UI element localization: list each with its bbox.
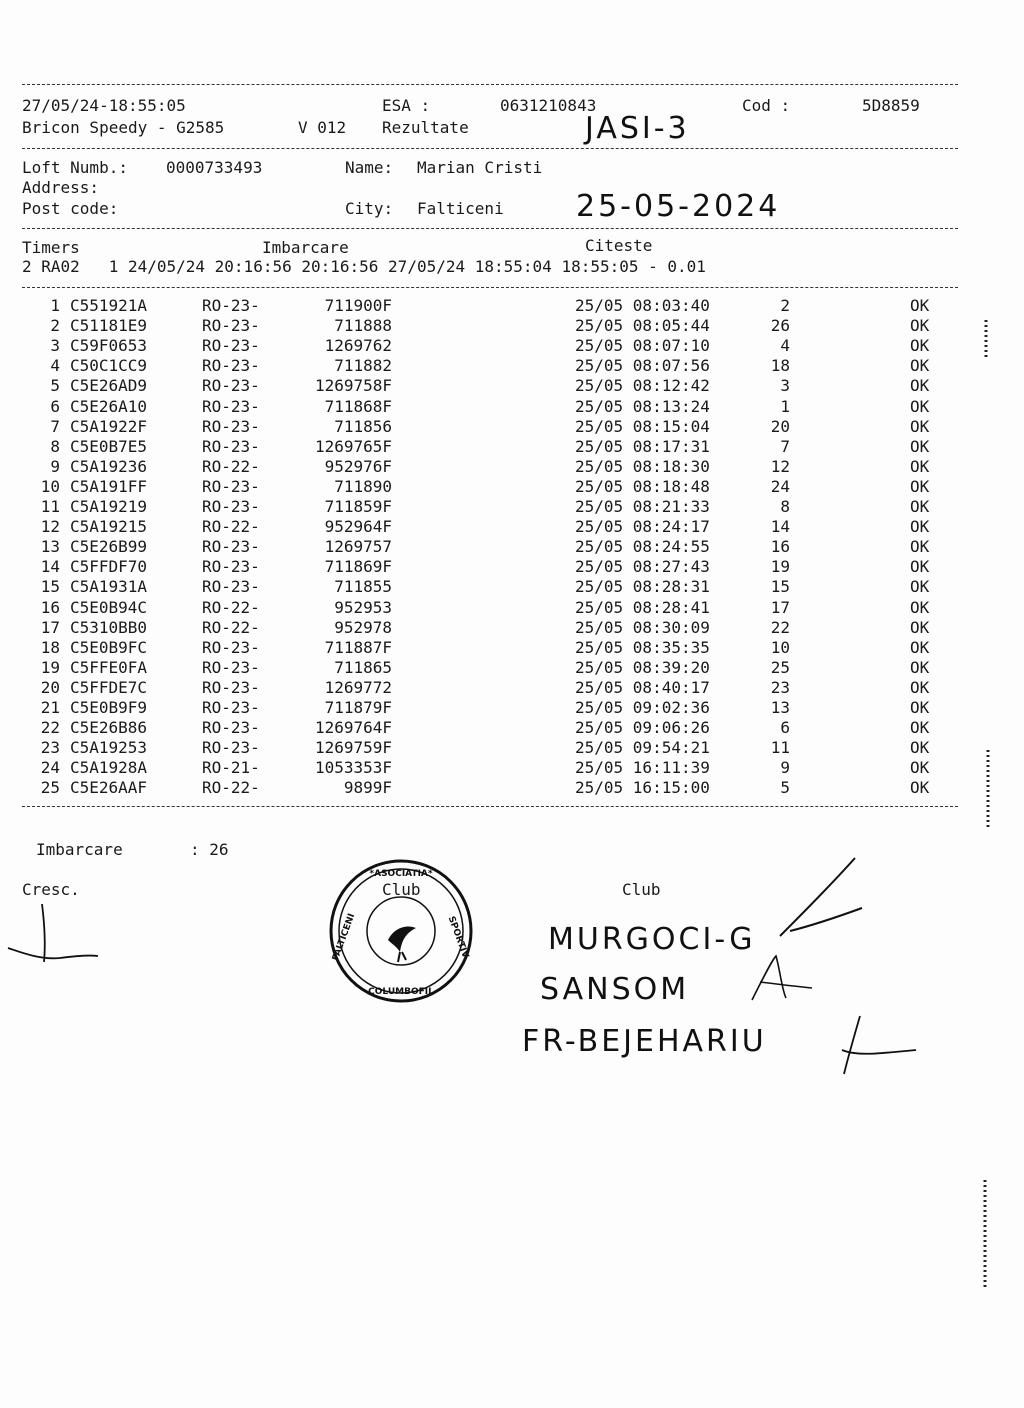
address-label: Address: [22,178,100,197]
device-version: V 012 [298,118,347,137]
table-row [0,678,1024,698]
row-index: 25 [40,778,60,798]
divider-timers [22,287,958,288]
club-signature-3 [836,1010,926,1080]
row-status: OK [910,677,930,697]
row-status: OK [910,517,930,537]
row-number: 18 [770,356,790,376]
table-row [0,698,1024,718]
divider-results [22,806,958,807]
row-ro: RO-23- [202,677,260,697]
table-row [0,417,1024,437]
row-status: OK [910,718,930,738]
loft-number-label: Loft Numb.: [22,158,128,177]
row-number: 14 [770,517,790,537]
row-status: OK [910,657,930,677]
svg-text:*ASOCIATIA*: *ASOCIATIA* [369,869,433,879]
row-id: C5FFDF70 [70,557,148,577]
divider-header [22,148,958,149]
handwritten-race: JASI-3 [585,111,690,146]
row-number: 9 [780,758,790,778]
row-time: 25/05 16:15:00 [575,778,710,798]
row-index: 2 [50,316,60,336]
row-time: 25/05 08:39:20 [575,657,710,677]
row-status: OK [910,698,930,717]
row-time: 25/05 08:28:31 [575,577,710,597]
row-time: 25/05 08:24:55 [575,537,710,557]
row-ro: RO-23- [202,537,260,557]
table-row [0,477,1024,497]
row-index: 16 [40,597,60,617]
row-ro: RO-23- [202,497,260,516]
table-row [0,718,1024,738]
table-row [0,618,1024,638]
row-index: 6 [50,396,60,416]
scan-marks [970,300,1000,1300]
row-ring: 952976F [324,456,392,476]
row-ro: RO-23- [202,738,260,758]
row-id: C51181E9 [70,316,148,336]
row-ring: 1269757 [324,537,392,557]
row-ring: 9899F [343,778,392,798]
row-id: C5FFDE7C [70,677,148,697]
table-row [0,376,1024,396]
row-number: 12 [770,456,790,476]
city-value: Falticeni [417,199,504,218]
row-status: OK [910,537,930,557]
row-number: 17 [770,597,790,617]
row-id: C5E26A10 [70,396,148,416]
row-status: OK [910,316,930,336]
row-ring: 711868F [324,396,392,416]
table-row [0,336,1024,356]
loft-name: Marian Cristi [417,158,543,177]
page-title: Rezultate [382,118,469,137]
club-label-stamp: Club [382,880,421,899]
row-ro: RO-23- [202,657,260,677]
row-ro: RO-23- [202,436,260,456]
row-ring: 711879F [324,698,392,717]
row-number: 1 [780,396,790,416]
city-label: City: [345,199,394,218]
row-number: 4 [780,336,790,356]
row-ro: RO-23- [202,476,260,496]
row-number: 15 [770,577,790,597]
row-time: 25/05 08:07:10 [575,336,710,356]
row-time: 25/05 08:21:33 [575,497,710,516]
table-row [0,397,1024,417]
row-status: OK [910,376,930,396]
row-index: 5 [50,376,60,396]
row-ring: 711887F [324,637,392,657]
row-ro: RO-23- [202,316,260,336]
row-ring: 711856 [334,416,392,436]
row-time: 25/05 08:18:48 [575,476,710,496]
row-ring: 1269765F [314,436,392,456]
row-index: 19 [40,657,60,677]
handwritten-name-3: FR-BEJEHARIU [522,1024,767,1059]
row-ring: 711882 [334,356,392,376]
row-index: 13 [40,537,60,557]
row-number: 2 [780,296,790,315]
row-time: 25/05 08:24:17 [575,517,710,537]
row-ring: 711890 [334,476,392,496]
row-ro: RO-23- [202,396,260,416]
row-time: 25/05 08:17:31 [575,436,710,456]
row-number: 11 [770,738,790,758]
row-ring: 711869F [324,557,392,577]
device-name: Bricon Speedy - G2585 [22,118,225,137]
row-id: C5A1931A [70,577,148,597]
row-status: OK [910,597,930,617]
row-time: 25/05 08:15:04 [575,416,710,436]
row-index: 1 [50,296,60,315]
row-id: C5E26AAF [70,778,148,798]
row-id: C5E0B9F9 [70,698,148,717]
row-status: OK [910,778,930,798]
row-index: 21 [40,698,60,717]
table-row [0,638,1024,658]
row-index: 24 [40,758,60,778]
row-number: 22 [770,617,790,637]
table-row [0,517,1024,537]
table-row [0,598,1024,618]
row-index: 4 [50,356,60,376]
table-row [0,437,1024,457]
row-ro: RO-23- [202,718,260,738]
row-status: OK [910,476,930,496]
row-ring: 711900F [324,296,392,315]
row-index: 20 [40,677,60,697]
row-index: 8 [50,436,60,456]
row-number: 16 [770,537,790,557]
table-row [0,316,1024,336]
footer-imbarcare-label: Imbarcare [36,840,123,859]
row-number: 24 [770,476,790,496]
header-datetime: 27/05/24-18:55:05 [22,96,186,115]
row-ring: 1269772 [324,677,392,697]
row-number: 13 [770,698,790,717]
club-signature-1 [770,856,870,946]
row-index: 9 [50,456,60,476]
row-ro: RO-23- [202,557,260,577]
row-status: OK [910,396,930,416]
row-ro: RO-22- [202,617,260,637]
row-index: 3 [50,336,60,356]
row-ro: RO-23- [202,637,260,657]
row-ro: RO-21- [202,758,260,778]
row-id: C5A191FF [70,476,148,496]
row-ring: 1269759F [314,738,392,758]
row-time: 25/05 08:05:44 [575,316,710,336]
handwritten-date: 25-05-2024 [576,189,781,224]
table-row [0,758,1024,778]
svg-text:FALTICENI: FALTICENI [330,912,358,963]
row-index: 18 [40,637,60,657]
timers-line: 2 RA02 1 24/05/24 20:16:56 20:16:56 27/05/24 18:55:04 18:55:05 - 0.01 [22,257,706,276]
row-id: C5310BB0 [70,617,148,637]
row-time: 25/05 08:35:35 [575,637,710,657]
row-ro: RO-22- [202,597,260,617]
row-ro: RO-23- [202,376,260,396]
table-row [0,356,1024,376]
row-id: C5A1922F [70,416,148,436]
row-number: 8 [780,497,790,516]
row-ring: 1053353F [314,758,392,778]
table-row [0,457,1024,477]
footer-imbarcare-value: : 26 [190,840,229,859]
loft-name-label: Name: [345,158,394,177]
divider-top [22,84,958,85]
row-index: 11 [40,497,60,516]
row-id: C5E26AD9 [70,376,148,396]
row-time: 25/05 08:03:40 [575,296,710,315]
cresc-signature [0,900,120,980]
row-ring: 1269764F [314,718,392,738]
row-time: 25/05 09:06:26 [575,718,710,738]
row-ring: 711888 [334,316,392,336]
row-number: 25 [770,657,790,677]
row-time: 25/05 08:27:43 [575,557,710,577]
row-id: C50C1CC9 [70,356,148,376]
row-number: 20 [770,416,790,436]
row-index: 10 [40,476,60,496]
club-stamp [328,858,474,1004]
esa-label: ESA : [382,96,431,115]
row-id: C5E26B99 [70,537,148,557]
row-status: OK [910,436,930,456]
svg-text:SPORTIV: SPORTIV [445,915,471,960]
handwritten-name-1: MURGOCI-G [548,922,756,957]
row-id: C5E0B7E5 [70,436,148,456]
row-id: C551921A [70,296,148,315]
row-index: 7 [50,416,60,436]
loft-number: 0000733493 [166,158,263,177]
row-status: OK [910,416,930,436]
row-id: C5E0B9FC [70,637,148,657]
postcode-label: Post code: [22,199,119,218]
esa-value: 0631210843 [500,96,597,115]
table-row [0,738,1024,758]
cod-label: Cod : [742,96,791,115]
imbarcare-header: Imbarcare [262,238,349,257]
row-ro: RO-23- [202,356,260,376]
row-status: OK [910,456,930,476]
row-time: 25/05 08:12:42 [575,376,710,396]
row-index: 17 [40,617,60,637]
row-id: C5A19219 [70,497,148,516]
cresc-label: Cresc. [22,880,80,899]
row-number: 19 [770,557,790,577]
row-status: OK [910,637,930,657]
row-time: 25/05 08:40:17 [575,677,710,697]
row-ro: RO-22- [202,517,260,537]
row-status: OK [910,296,930,315]
table-row [0,557,1024,577]
row-status: OK [910,617,930,637]
row-time: 25/05 08:18:30 [575,456,710,476]
row-status: OK [910,738,930,758]
row-ro: RO-23- [202,416,260,436]
row-ring: 1269758F [314,376,392,396]
citeste-header: Citeste [585,236,653,255]
row-ring: 952964F [324,517,392,537]
table-row [0,497,1024,517]
row-index: 23 [40,738,60,758]
row-id: C5E0B94C [70,597,148,617]
row-id: C5A1928A [70,758,148,778]
row-time: 25/05 08:13:24 [575,396,710,416]
row-time: 25/05 16:11:39 [575,758,710,778]
row-id: C5A19215 [70,517,148,537]
row-number: 3 [780,376,790,396]
row-status: OK [910,758,930,778]
club-label: Club [622,880,661,899]
table-row [0,296,1024,316]
club-signature-2 [742,950,822,1010]
row-ro: RO-22- [202,456,260,476]
svg-text:COLUMBOFIL: COLUMBOFIL [368,987,434,997]
row-status: OK [910,557,930,577]
row-number: 26 [770,316,790,336]
row-number: 6 [780,718,790,738]
row-status: OK [910,577,930,597]
handwritten-name-2: SANSOM [540,972,690,1007]
row-ring: 1269762 [324,336,392,356]
row-ring: 952978 [334,617,392,637]
row-index: 22 [40,718,60,738]
row-id: C5A19253 [70,738,148,758]
cod-value: 5D8859 [862,96,920,115]
row-ring: 711859F [324,497,392,516]
row-ro: RO-22- [202,778,260,798]
row-number: 7 [780,436,790,456]
row-number: 5 [780,778,790,798]
table-row [0,577,1024,597]
row-index: 15 [40,577,60,597]
row-status: OK [910,497,930,516]
row-ring: 711855 [334,577,392,597]
timers-header: Timers [22,238,80,257]
row-ro: RO-23- [202,577,260,597]
table-row [0,658,1024,678]
table-row [0,537,1024,557]
row-ro: RO-23- [202,336,260,356]
row-time: 25/05 09:02:36 [575,698,710,717]
row-ring: 952953 [334,597,392,617]
row-time: 25/05 08:07:56 [575,356,710,376]
row-id: C5A19236 [70,456,148,476]
row-id: C5E26B86 [70,718,148,738]
row-number: 10 [770,637,790,657]
row-index: 14 [40,557,60,577]
row-time: 25/05 09:54:21 [575,738,710,758]
row-ro: RO-23- [202,296,260,315]
row-ring: 711865 [334,657,392,677]
row-ro: RO-23- [202,698,260,717]
row-id: C5FFE0FA [70,657,148,677]
row-status: OK [910,356,930,376]
row-time: 25/05 08:30:09 [575,617,710,637]
row-number: 23 [770,677,790,697]
row-index: 12 [40,517,60,537]
row-id: C59F0653 [70,336,148,356]
table-row [0,778,1024,798]
divider-loft [22,228,958,229]
row-time: 25/05 08:28:41 [575,597,710,617]
row-status: OK [910,336,930,356]
